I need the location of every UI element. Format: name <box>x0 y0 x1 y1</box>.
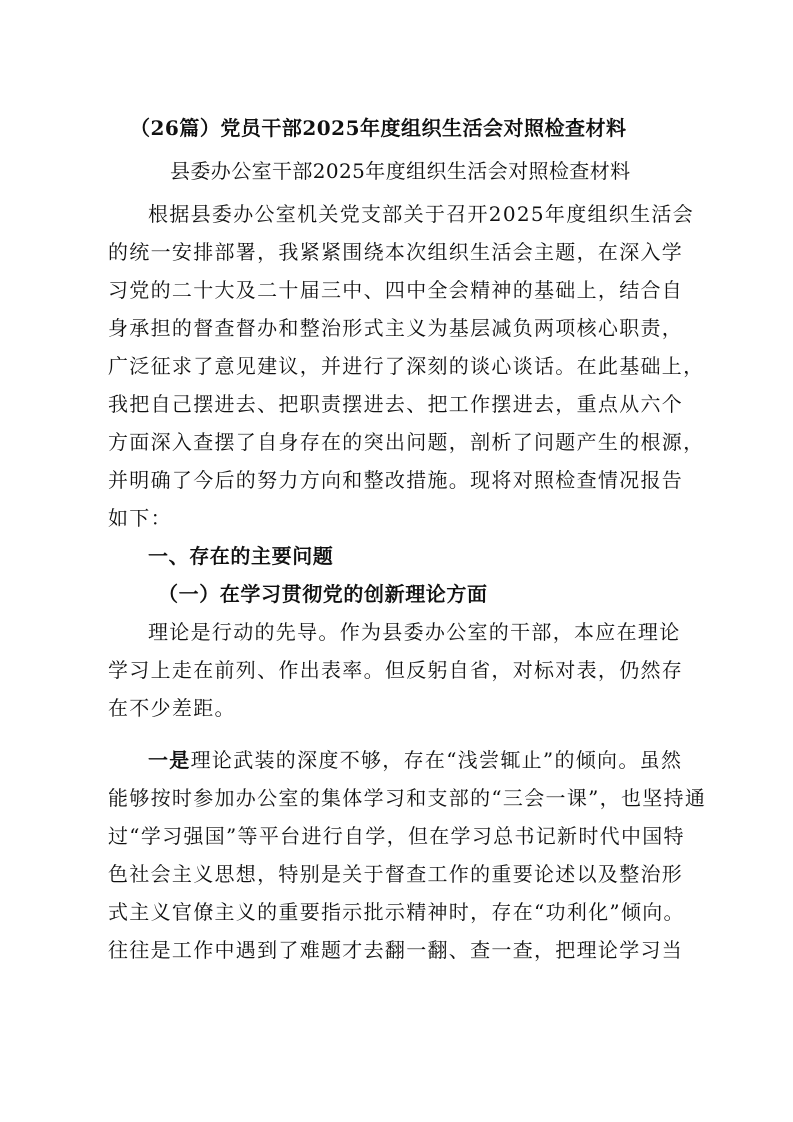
paragraph-line: 如下： <box>108 506 172 530</box>
paragraph-line: 根据县委办公室机关党支部关于召开2025年度组织生活会 <box>148 202 694 226</box>
paragraph-line: 广泛征求了意见建议，并进行了深刻的谈心谈话。在此基础上， <box>108 354 705 378</box>
paragraph-line: 我把自己摆进去、把职责摆进去、把工作摆进去，重点从六个 <box>108 392 684 416</box>
paragraph-line: 能够按时参加办公室的集体学习和支部的“三会一课”，也坚持通 <box>108 786 707 810</box>
paragraph-lead: 一是 <box>148 748 191 772</box>
paragraph-line: 学习上走在前列、作出表率。但反躬自省，对标对表，仍然存 <box>108 658 684 682</box>
paragraph-line: 在不少差距。 <box>108 696 236 720</box>
document-subtitle: 县委办公室干部2025年度组织生活会对照检查材料 <box>170 159 631 183</box>
paragraph-line: 并明确了今后的努力方向和整改措施。现将对照检查情况报告 <box>108 468 684 492</box>
section-heading: 一、存在的主要问题 <box>148 544 334 568</box>
paragraph-line: 方面深入查摆了自身存在的突出问题，剖析了问题产生的根源， <box>108 430 705 454</box>
paragraph-line: 式主义官僚主义的重要指示批示精神时，存在“功利化”倾向。 <box>108 900 685 924</box>
subsection-heading: （一）在学习贯彻党的创新理论方面 <box>158 582 488 606</box>
paragraph-line-text: 理论武装的深度不够，存在“浅尝辄止”的倾向。虽然 <box>190 748 683 772</box>
paragraph-line: 身承担的督查督办和整治形式主义为基层减负两项核心职责， <box>108 316 684 340</box>
paragraph-line: 的统一安排部署，我紧紧围绕本次组织生活会主题，在深入学 <box>108 240 684 264</box>
paragraph-line: 过“学习强国”等平台进行自学，但在学习总书记新时代中国特 <box>108 824 685 848</box>
paragraph-line: 往往是工作中遇到了难题才去翻一翻、查一查，把理论学习当 <box>108 938 684 962</box>
paragraph-line <box>148 746 738 774</box>
paragraph-line: 理论是行动的先导。作为县委办公室的干部，本应在理论 <box>148 620 681 644</box>
paragraph-line: 色社会主义思想，特别是关于督查工作的重要论述以及整治形 <box>108 862 684 886</box>
paragraph-line: 习党的二十大及二十届三中、四中全会精神的基础上，结合自 <box>108 278 684 302</box>
document-title: （26篇）党员干部2025年度组织生活会对照检查材料 <box>130 116 627 140</box>
